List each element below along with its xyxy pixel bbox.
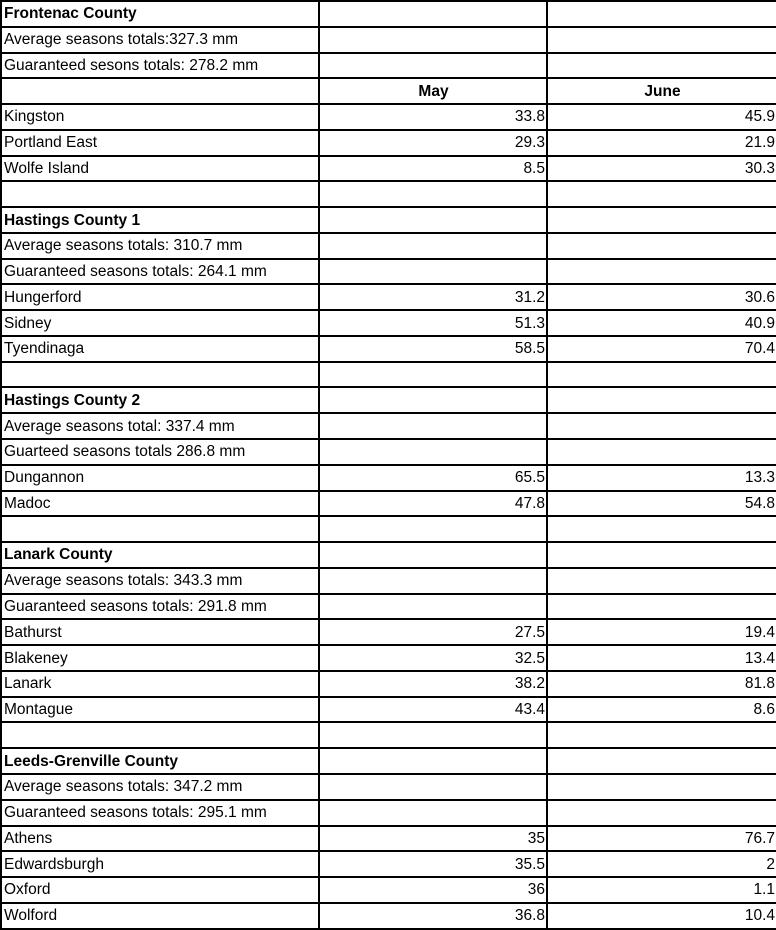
june-value[interactable]: 19.4 <box>547 619 776 645</box>
empty-cell[interactable] <box>547 722 776 748</box>
may-value[interactable]: 35 <box>319 826 547 852</box>
location-name[interactable]: Tyendinaga <box>1 336 319 362</box>
empty-cell[interactable] <box>547 774 776 800</box>
section-title-row <box>1 1 776 27</box>
table-row <box>1 903 776 929</box>
average-totals[interactable]: Average seasons total: 337.4 mm <box>1 413 319 439</box>
empty-cell[interactable] <box>547 800 776 826</box>
location-name[interactable]: Wolfe Island <box>1 156 319 182</box>
june-value[interactable]: 8.6 <box>547 697 776 723</box>
table-row <box>1 104 776 130</box>
empty-cell[interactable] <box>547 207 776 233</box>
table-row <box>1 671 776 697</box>
empty-cell[interactable] <box>319 516 547 542</box>
may-value[interactable]: 27.5 <box>319 619 547 645</box>
may-value[interactable]: 29.3 <box>319 130 547 156</box>
section-title[interactable]: Hastings County 2 <box>1 387 319 413</box>
june-value[interactable]: 76.7 <box>547 826 776 852</box>
section-title-row <box>1 207 776 233</box>
location-name[interactable]: Oxford <box>1 877 319 903</box>
june-value[interactable]: 10.4 <box>547 903 776 929</box>
empty-cell[interactable] <box>547 181 776 207</box>
guaranteed-totals-row <box>1 259 776 285</box>
table-row <box>1 156 776 182</box>
column-header-june[interactable]: June <box>547 78 776 104</box>
may-value[interactable]: 47.8 <box>319 491 547 517</box>
empty-cell[interactable] <box>547 53 776 79</box>
may-value[interactable]: 31.2 <box>319 284 547 310</box>
average-totals[interactable]: Average seasons totals:327.3 mm <box>1 27 319 53</box>
may-value[interactable]: 36.8 <box>319 903 547 929</box>
average-totals[interactable]: Average seasons totals: 347.2 mm <box>1 774 319 800</box>
guaranteed-totals[interactable]: Guaranteed seasons totals: 264.1 mm <box>1 259 319 285</box>
empty-cell[interactable] <box>319 413 547 439</box>
guaranteed-totals-row <box>1 594 776 620</box>
may-value[interactable]: 35.5 <box>319 851 547 877</box>
empty-cell[interactable] <box>319 774 547 800</box>
guaranteed-totals[interactable]: Guaranteed seasons totals: 291.8 mm <box>1 594 319 620</box>
empty-cell[interactable] <box>319 722 547 748</box>
may-value[interactable]: 32.5 <box>319 645 547 671</box>
section-title[interactable]: Lanark County <box>1 542 319 568</box>
average-totals-row <box>1 774 776 800</box>
location-name[interactable]: Montague <box>1 697 319 723</box>
empty-cell[interactable] <box>547 748 776 774</box>
location-name[interactable]: Madoc <box>1 491 319 517</box>
june-value[interactable]: 45.9 <box>547 104 776 130</box>
guaranteed-totals-row <box>1 800 776 826</box>
empty-cell[interactable] <box>319 27 547 53</box>
table-row <box>1 336 776 362</box>
table-row <box>1 284 776 310</box>
empty-cell[interactable] <box>1 362 319 388</box>
june-value[interactable]: 30.3 <box>547 156 776 182</box>
empty-cell[interactable] <box>547 259 776 285</box>
guaranteed-totals[interactable]: Guaranteed sesons totals: 278.2 mm <box>1 53 319 79</box>
empty-cell[interactable] <box>319 233 547 259</box>
may-value[interactable]: 51.3 <box>319 310 547 336</box>
location-name[interactable]: Sidney <box>1 310 319 336</box>
empty-cell[interactable] <box>319 594 547 620</box>
section-title[interactable]: Leeds-Grenville County <box>1 748 319 774</box>
empty-cell[interactable] <box>547 27 776 53</box>
location-name[interactable]: Athens <box>1 826 319 852</box>
empty-cell[interactable] <box>319 439 547 465</box>
may-value[interactable]: 58.5 <box>319 336 547 362</box>
guaranteed-totals-row <box>1 53 776 79</box>
empty-cell[interactable] <box>319 181 547 207</box>
empty-cell[interactable] <box>319 800 547 826</box>
column-header-row <box>1 78 776 104</box>
empty-cell[interactable] <box>547 439 776 465</box>
section-title-row <box>1 748 776 774</box>
empty-cell[interactable] <box>319 387 547 413</box>
empty-cell[interactable] <box>319 362 547 388</box>
table-row <box>1 697 776 723</box>
may-value[interactable]: 36 <box>319 877 547 903</box>
location-name[interactable]: Wolford <box>1 903 319 929</box>
empty-cell[interactable] <box>547 594 776 620</box>
section-title-row <box>1 542 776 568</box>
guaranteed-totals[interactable]: Guarteed seasons totals 286.8 mm <box>1 439 319 465</box>
empty-cell[interactable] <box>547 233 776 259</box>
table-row <box>1 310 776 336</box>
empty-cell[interactable] <box>319 207 547 233</box>
empty-cell[interactable] <box>1 722 319 748</box>
empty-cell[interactable] <box>547 568 776 594</box>
sheet-body <box>1 1 776 929</box>
may-value[interactable]: 43.4 <box>319 697 547 723</box>
section-title-row <box>1 387 776 413</box>
may-value[interactable]: 38.2 <box>319 671 547 697</box>
table-row <box>1 619 776 645</box>
empty-cell[interactable] <box>547 516 776 542</box>
location-name[interactable]: Kingston <box>1 104 319 130</box>
empty-cell[interactable] <box>547 362 776 388</box>
empty-cell[interactable] <box>319 568 547 594</box>
table-row <box>1 826 776 852</box>
average-totals-row <box>1 568 776 594</box>
empty-cell[interactable] <box>547 1 776 27</box>
june-value[interactable]: 2 <box>547 851 776 877</box>
location-name[interactable]: Bathurst <box>1 619 319 645</box>
may-value[interactable]: 33.8 <box>319 104 547 130</box>
empty-cell[interactable] <box>319 542 547 568</box>
empty-cell[interactable] <box>1 516 319 542</box>
table-row <box>1 851 776 877</box>
table-row <box>1 645 776 671</box>
june-value[interactable]: 54.8 <box>547 491 776 517</box>
location-name[interactable]: Lanark <box>1 671 319 697</box>
spacer-row <box>1 722 776 748</box>
column-header-may[interactable]: May <box>319 78 547 104</box>
location-name[interactable]: Dungannon <box>1 465 319 491</box>
may-value[interactable]: 8.5 <box>319 156 547 182</box>
location-name[interactable]: Portland East <box>1 130 319 156</box>
empty-cell[interactable] <box>319 1 547 27</box>
location-name[interactable]: Blakeney <box>1 645 319 671</box>
table-row <box>1 491 776 517</box>
empty-cell[interactable] <box>319 53 547 79</box>
guaranteed-totals-row <box>1 439 776 465</box>
spacer-row <box>1 362 776 388</box>
empty-cell[interactable] <box>547 542 776 568</box>
average-totals[interactable]: Average seasons totals: 310.7 mm <box>1 233 319 259</box>
may-value[interactable]: 65.5 <box>319 465 547 491</box>
june-value[interactable]: 81.8 <box>547 671 776 697</box>
june-value[interactable]: 40.9 <box>547 310 776 336</box>
june-value[interactable]: 21.9 <box>547 130 776 156</box>
spacer-row <box>1 181 776 207</box>
june-value[interactable]: 70.4 <box>547 336 776 362</box>
empty-cell[interactable] <box>1 78 319 104</box>
location-name[interactable]: Hungerford <box>1 284 319 310</box>
empty-cell[interactable] <box>547 387 776 413</box>
empty-cell[interactable] <box>1 181 319 207</box>
empty-cell[interactable] <box>319 259 547 285</box>
june-value[interactable]: 30.6 <box>547 284 776 310</box>
empty-cell[interactable] <box>319 748 547 774</box>
average-totals[interactable]: Average seasons totals: 343.3 mm <box>1 568 319 594</box>
location-name[interactable]: Edwardsburgh <box>1 851 319 877</box>
table-row <box>1 465 776 491</box>
table-row <box>1 130 776 156</box>
spacer-row <box>1 516 776 542</box>
section-title[interactable]: Frontenac County <box>1 1 319 27</box>
average-totals-row <box>1 27 776 53</box>
guaranteed-totals[interactable]: Guaranteed seasons totals: 295.1 mm <box>1 800 319 826</box>
june-value[interactable]: 1.1 <box>547 877 776 903</box>
june-value[interactable]: 13.4 <box>547 645 776 671</box>
section-title[interactable]: Hastings County 1 <box>1 207 319 233</box>
average-totals-row <box>1 413 776 439</box>
table-row <box>1 877 776 903</box>
average-totals-row <box>1 233 776 259</box>
june-value[interactable]: 13.3 <box>547 465 776 491</box>
empty-cell[interactable] <box>547 413 776 439</box>
